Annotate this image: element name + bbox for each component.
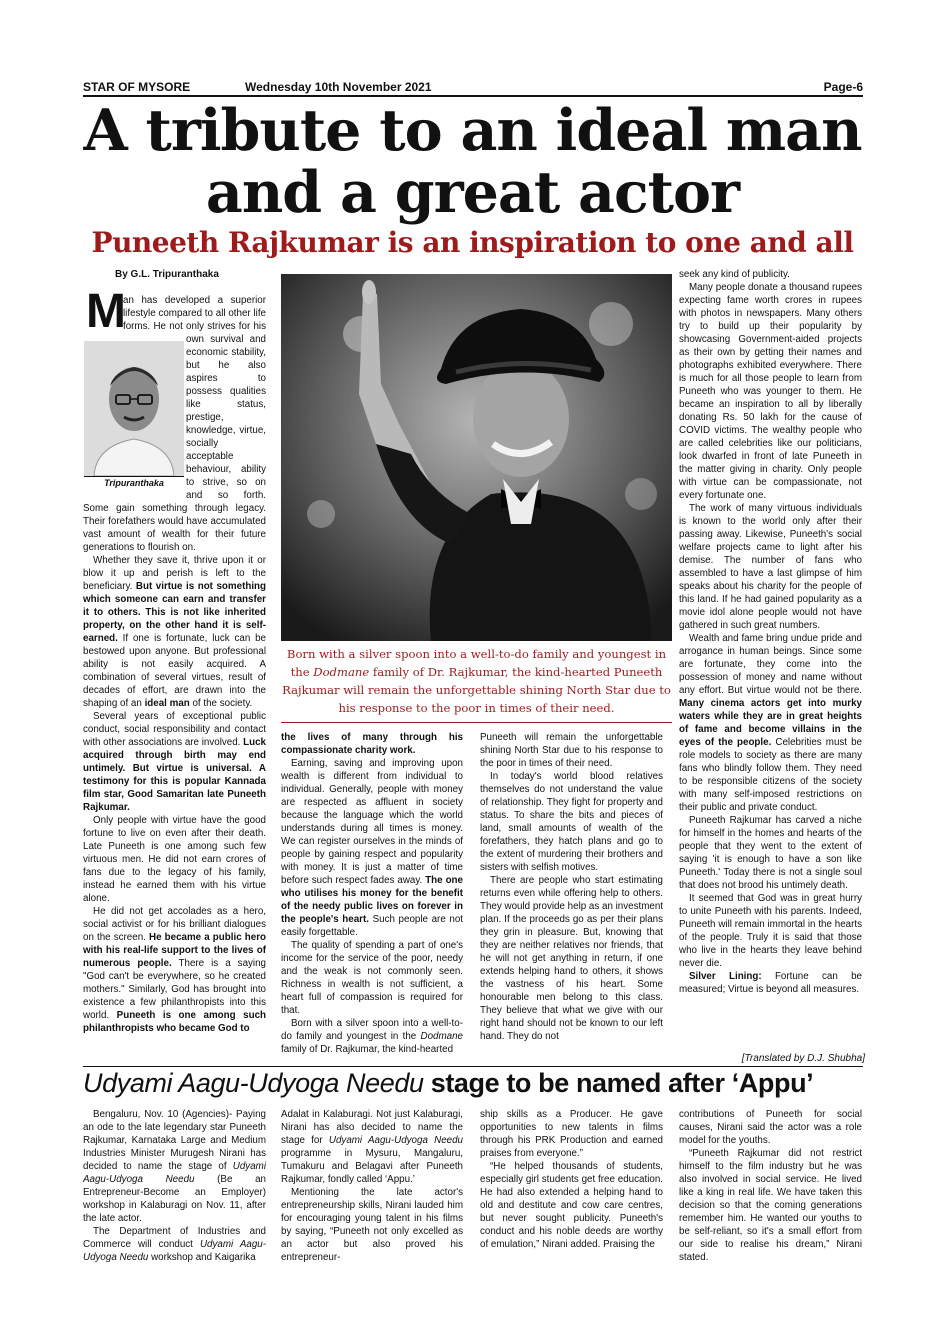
caption-underline <box>281 722 672 723</box>
story2-column-2 <box>281 1108 463 1264</box>
story2-c4-para2: “Puneeth Rajkumar did not restrict himself to the film industry but he was also involved in social service. He lived like a king in real life. We have taken this decision so that the coming generations remember him. He wanted our youths to be self-reliant, so it's a small effort from our side to realise his dream,” Nirani stated. <box>679 1148 862 1263</box>
byline: By G.L. Tripuranthaka <box>115 269 219 280</box>
story2-column-4 <box>679 1108 862 1264</box>
paper-name: STAR OF MYSORE <box>83 80 191 94</box>
second-story-headline: Udyami Aagu-Udyoga Needu stage to be named after ‘Appu’ <box>83 1068 814 1098</box>
col1-para3: Several years of exceptional public conduct, social responsibility and contact with other associations are involved. Luck acquired through birth may end untimely. But virtue is universal. A testimony for this is popular Kannada film star, Good Samaritan late Puneeth Rajkumar. <box>83 711 266 813</box>
portrait-caption: Tripuranthaka <box>84 476 184 488</box>
col4-para4: Puneeth Rajkumar has carved a niche for himself in the homes and hearts of the people that they went to the extent of saying 'it is enough to have a son like Puneeth.' Today there is not a single soul that does not brood his untimely death. <box>679 815 862 891</box>
column-1 <box>83 294 266 1035</box>
story2-c2-para2: Mentioning the late actor's entrepreneurship skills, Nirani lauded him for encouraging young talent in his films by saying, “Puneeth not only excelled as an actor but also proved his entrepreneur- <box>281 1187 463 1263</box>
story2-column-1 <box>83 1108 266 1264</box>
column-3 <box>480 731 663 1043</box>
page-number: Page-6 <box>823 80 863 94</box>
headline-line2: and a great actor <box>205 159 740 226</box>
story2-c3-para2: “He helped thousands of students, especially girl students get free education. He had also extended a helping hand to old and destitute and cow care centres, but never sought publicity. Puneeth's conduct and his noble deeds are worthy of emulation,” Nirani added. Praising the <box>480 1161 663 1250</box>
story2-c1-para1: Bengaluru, Nov. 10 (Agencies)- Paying an ode to the late legendary star Puneeth Rajkumar, Karnataka Large and Medium Industries Minister Murugesh Nirani has decided to name the stage of Udyami Aagu-Udyoga Needu (Be an Entrepreneur-Become an Employer) workshop in Kalaburagi on Nov. 11, after the late actor. <box>83 1109 266 1224</box>
col2-para2: Earning, saving and improving upon wealth is different from individual to individual. Generally, people with money are respected as affluent in society because the language which the world understands during all times is money. We can register ourselves in the minds of people by gaining respect and popularity with money. It is just a matter of time before such respect fades away. The one who utilises his money for the benefit of the needy public lives on forever in the people's heart. Such people are not easily forgettable. <box>281 758 464 938</box>
col4-para3: Wealth and fame bring undue pride and arrogance in human beings. Since some are fortunate, they come into the possession of money and name without any effort. But virtue would not be there. Many cinema actors get into murky waters while they are in great heights of fame and become villains in the eyes of the people. Celebrities must be role models to society as there are many fans who blindly follow them. They need to be responsible citizens of the society with many self-imposed restrictions on their public and private conduct. <box>679 633 862 813</box>
col1-intro: an has developed a superior lifestyle compared to all other life forms. He not only strives for his own survival and economic stability, but he also aspires to possess qualities like status, prestige, knowledge, virtue, socially acceptable behaviour, ability to strive, so on and so forth. Some gain something through legacy. Their forefathers would have accumulated vast amount of wealth for their future generations to flourish on. <box>83 295 266 553</box>
issue-date: Wednesday 10th November 2021 <box>245 80 432 94</box>
col4-para0: seek any kind of publicity. <box>679 269 790 280</box>
col1-para4: Only people with virtue have the good fortune to live on even after their death. Late Puneeth is one among such few virtuous men. He did not earn crores of fans due to the legacy of his family, instead he earned them with his virtue alone. <box>83 815 266 904</box>
headline-line1: A tribute to an ideal man <box>83 97 862 164</box>
deck: Puneeth Rajkumar is an inspiration to one and all <box>91 226 854 259</box>
story2-c3-para1: ship skills as a Producer. He gave opportunities to new talents in films through his PRK Production and earned praises from everyone.” <box>480 1109 663 1159</box>
col3-para3: There are people who start estimating returns even while offering help to others. They would provide help as an investment plan. If the proceeds go as per their plans they grin in pleasure. But, knowing that they are neither relatives nor friends, that he will not get anything in return, if one extends helping hand to others, it shows the vastness of his heart. Some honourable men belong to this class. They believe that what we give with our right hand should not be known to our left hand. They do not <box>480 875 663 1042</box>
col1-para2: Whether they save it, thrive upon it or blow it up and perish is left to the beneficiary. But virtue is not something which someone can earn and transfer it to others. This is not like inherited property, on the other hand it is self-earned. If one is fortunate, luck can be bestowed upon anyone. But professional ability is not easily acquired. A combination of several virtues, result of decades of effort, are drawn into the shaping of an ideal man of the society. <box>83 555 267 709</box>
col3-para1: Puneeth will remain the unforgettable shining North Star due to his response to the poor in times of their need. <box>480 732 663 769</box>
column-4 <box>679 268 862 996</box>
col4-para6: Silver Lining: Fortune can be measured; Virtue is beyond all measures. <box>679 971 862 995</box>
story2-c4-para1: contributions of Puneeth for social causes, Nirani said the actor was a role model for the youths. <box>679 1109 862 1146</box>
main-photo <box>281 274 672 641</box>
story2-column-3 <box>480 1108 663 1251</box>
story-separator <box>83 1066 863 1067</box>
col2-para4: Born with a silver spoon into a well-to-do family and youngest in the Dodmane family of Dr. Rajkumar, the kind-hearted <box>281 1018 463 1055</box>
column-2 <box>281 731 463 1056</box>
story2-c2-para1: Adalat in Kalaburagi. Not just Kalaburagi, Nirani has also decided to name the stage for Udyami Aagu-Udyoga Needu programme in Mysuru, Mangaluru, Tumakuru and Belagavi after Puneeth Rajkumar, fondly called ‘Appu.’ <box>281 1109 463 1185</box>
col3-para2: In today's world blood relatives themselves do not understand the value of relationship. They fight for property and status. To share the bits and pieces of land, small amounts of wealth of the forefathers, they hatch plans and go to the extent of murdering their brothers and sisters with selfish motives. <box>480 771 663 873</box>
story2-c1-para2: The Department of Industries and Commerce will conduct Udyami Aagu-Udyoga Needu workshop and Kaigarika <box>83 1226 266 1263</box>
col2-para1: the lives of many through his compassionate charity work. <box>281 732 463 756</box>
col4-para1: Many people donate a thousand rupees expecting fame worth crores in rupees with photos in newspapers. Many others try to build up their popularity by showcasing Government-aided projects as their own by getting their names and photographs exhibited everywhere. There is much for all those people to learn from Puneeth who was younger to them. He became an inspiration to all by liberally donating Rs. 50 lakh for the cause of COVID victims. The wealthy people who are called celebrities like our politicians, look dwarfed in front of late Puneeth in the matter giving in charity. Only people with virtue can be compassionate, not every fortunate one. <box>679 282 862 501</box>
col4-para2: The work of many virtuous individuals is known to the world only after their passing away. Likewise, Puneeth's social welfare projects came to light after his demise. The number of fans who assembled to have a last glimpse of him speaks about his charity for the people of this land. If he had gained popularity as a movie idol alone people would not have gathered in such great numbers. <box>679 503 862 631</box>
translation-credit: [Translated by D.J. Shubha] <box>741 1053 865 1064</box>
col2-para3: The quality of spending a part of one's income for the service of the poor, needy and the weak is not commonly seen. Richness in wealth is not sufficient, a heart full of compassion is required for that. <box>281 940 463 1016</box>
photo-caption: Born with a silver spoon into a well-to-do family and youngest in the Dodmane family of Dr. Rajkumar, the kind-hearted Puneeth Rajkumar will remain the unforgettable shining North Star due to his response to the poor in times of their need. <box>281 645 672 717</box>
col1-para5: He did not get accolades as a hero, social activist or for his brilliant dialogues on the screen. He became a public hero with his real-life support to the lives of numerous people. There is a saying "God can't be everywhere, so he created mothers." Similarly, God has brought into existence a few philanthropists into this world. Puneeth is one among such philanthropists who became God to <box>83 906 266 1034</box>
drop-cap: M <box>86 285 126 338</box>
col4-para5: It seemed that God was in great hurry to unite Puneeth with his parents. Indeed, Puneeth will remain immortal in the hearts of the people. Truly it is said that those who live in the hearts they leave behind never die. <box>679 893 862 969</box>
